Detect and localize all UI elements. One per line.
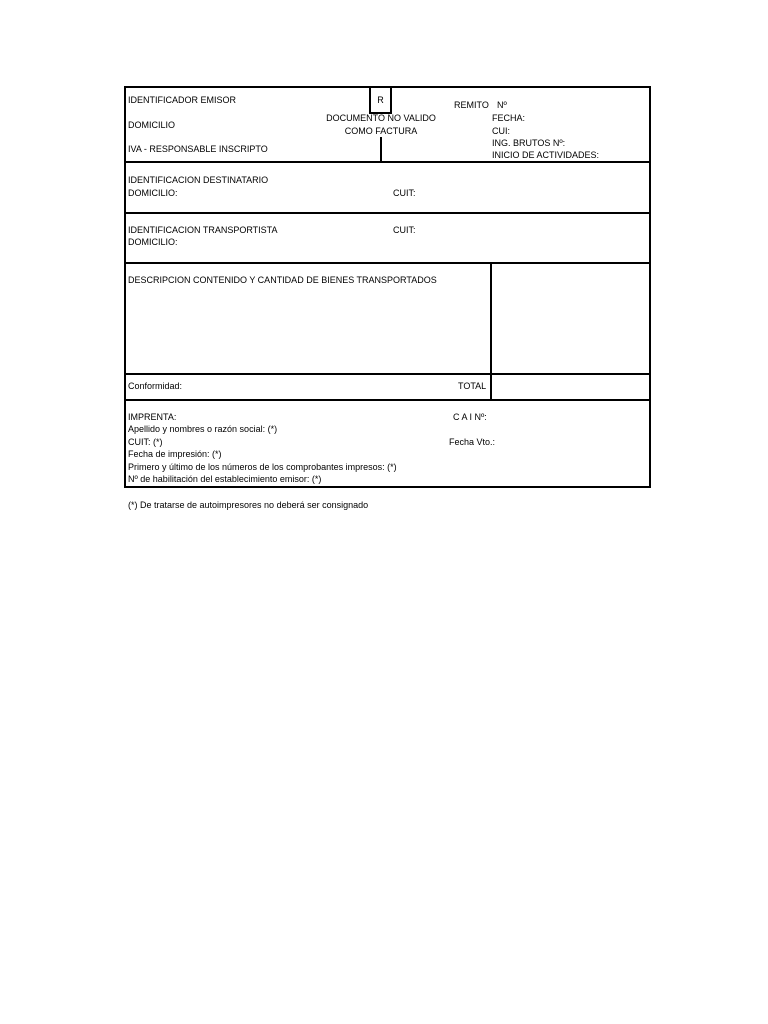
imprenta-apellido: Apellido y nombres o razón social: (*): [128, 424, 278, 434]
separator-conformidad: [124, 399, 651, 401]
form-border-bottom: [124, 486, 651, 488]
form-border-top: [124, 86, 651, 88]
destinatario-domicilio: DOMICILIO:: [128, 188, 178, 198]
emisor-iva: IVA - RESPONSABLE INSCRIPTO: [128, 144, 268, 154]
total-column-divider: [490, 262, 492, 401]
destinatario-identificacion: IDENTIFICACION DESTINATARIO: [128, 175, 269, 185]
header-center-divider: [380, 137, 382, 163]
documento-linea2: COMO FACTURA: [344, 126, 418, 136]
remito-ing-brutos: ING. BRUTOS Nº:: [492, 138, 566, 148]
conformidad-label: Conformidad:: [128, 381, 183, 391]
imprenta-numeros: Primero y último de los números de los comprobantes impresos: (*): [128, 462, 397, 472]
documento-linea1: DOCUMENTO NO VALIDO: [326, 113, 436, 123]
imprenta-cuit: CUIT: (*): [128, 437, 163, 447]
remito-inicio-actividades: INICIO DE ACTIVIDADES:: [492, 150, 600, 160]
imprenta-titulo: IMPRENTA:: [128, 412, 177, 422]
remito-cui: CUI:: [492, 126, 510, 136]
imprenta-fecha-impresion: Fecha de impresión: (*): [128, 449, 222, 459]
separator-transportista: [124, 262, 651, 264]
emisor-identificador: IDENTIFICADOR EMISOR: [128, 95, 237, 105]
imprenta-cai: C A I Nº:: [453, 412, 487, 422]
imprenta-habilitacion: Nº de habilitación del establecimiento emisor: (*): [128, 474, 322, 484]
emisor-domicilio: DOMICILIO: [128, 120, 176, 130]
transportista-domicilio: DOMICILIO:: [128, 237, 178, 247]
imprenta-fecha-vto: Fecha Vto.:: [449, 437, 496, 447]
form-border-left: [124, 86, 126, 488]
remito-titulo: REMITO: [454, 100, 489, 110]
total-label: TOTAL: [458, 381, 487, 391]
separator-descripcion: [124, 373, 651, 375]
transportista-cuit: CUIT:: [393, 225, 416, 235]
destinatario-cuit: CUIT:: [393, 188, 416, 198]
descripcion-titulo: DESCRIPCION CONTENIDO Y CANTIDAD DE BIENES TRANSPORTADOS: [128, 275, 437, 285]
tipo-letra: R: [377, 95, 384, 105]
nota-pie: (*) De tratarse de autoimpresores no deberá ser consignado: [128, 500, 369, 510]
separator-header: [124, 161, 651, 163]
form-border-right: [649, 86, 651, 488]
transportista-identificacion: IDENTIFICACION TRANSPORTISTA: [128, 225, 278, 235]
remito-numero-label: Nº: [497, 100, 507, 110]
letter-box-right: [390, 86, 392, 114]
separator-destinatario: [124, 212, 651, 214]
remito-fecha: FECHA:: [492, 113, 526, 123]
